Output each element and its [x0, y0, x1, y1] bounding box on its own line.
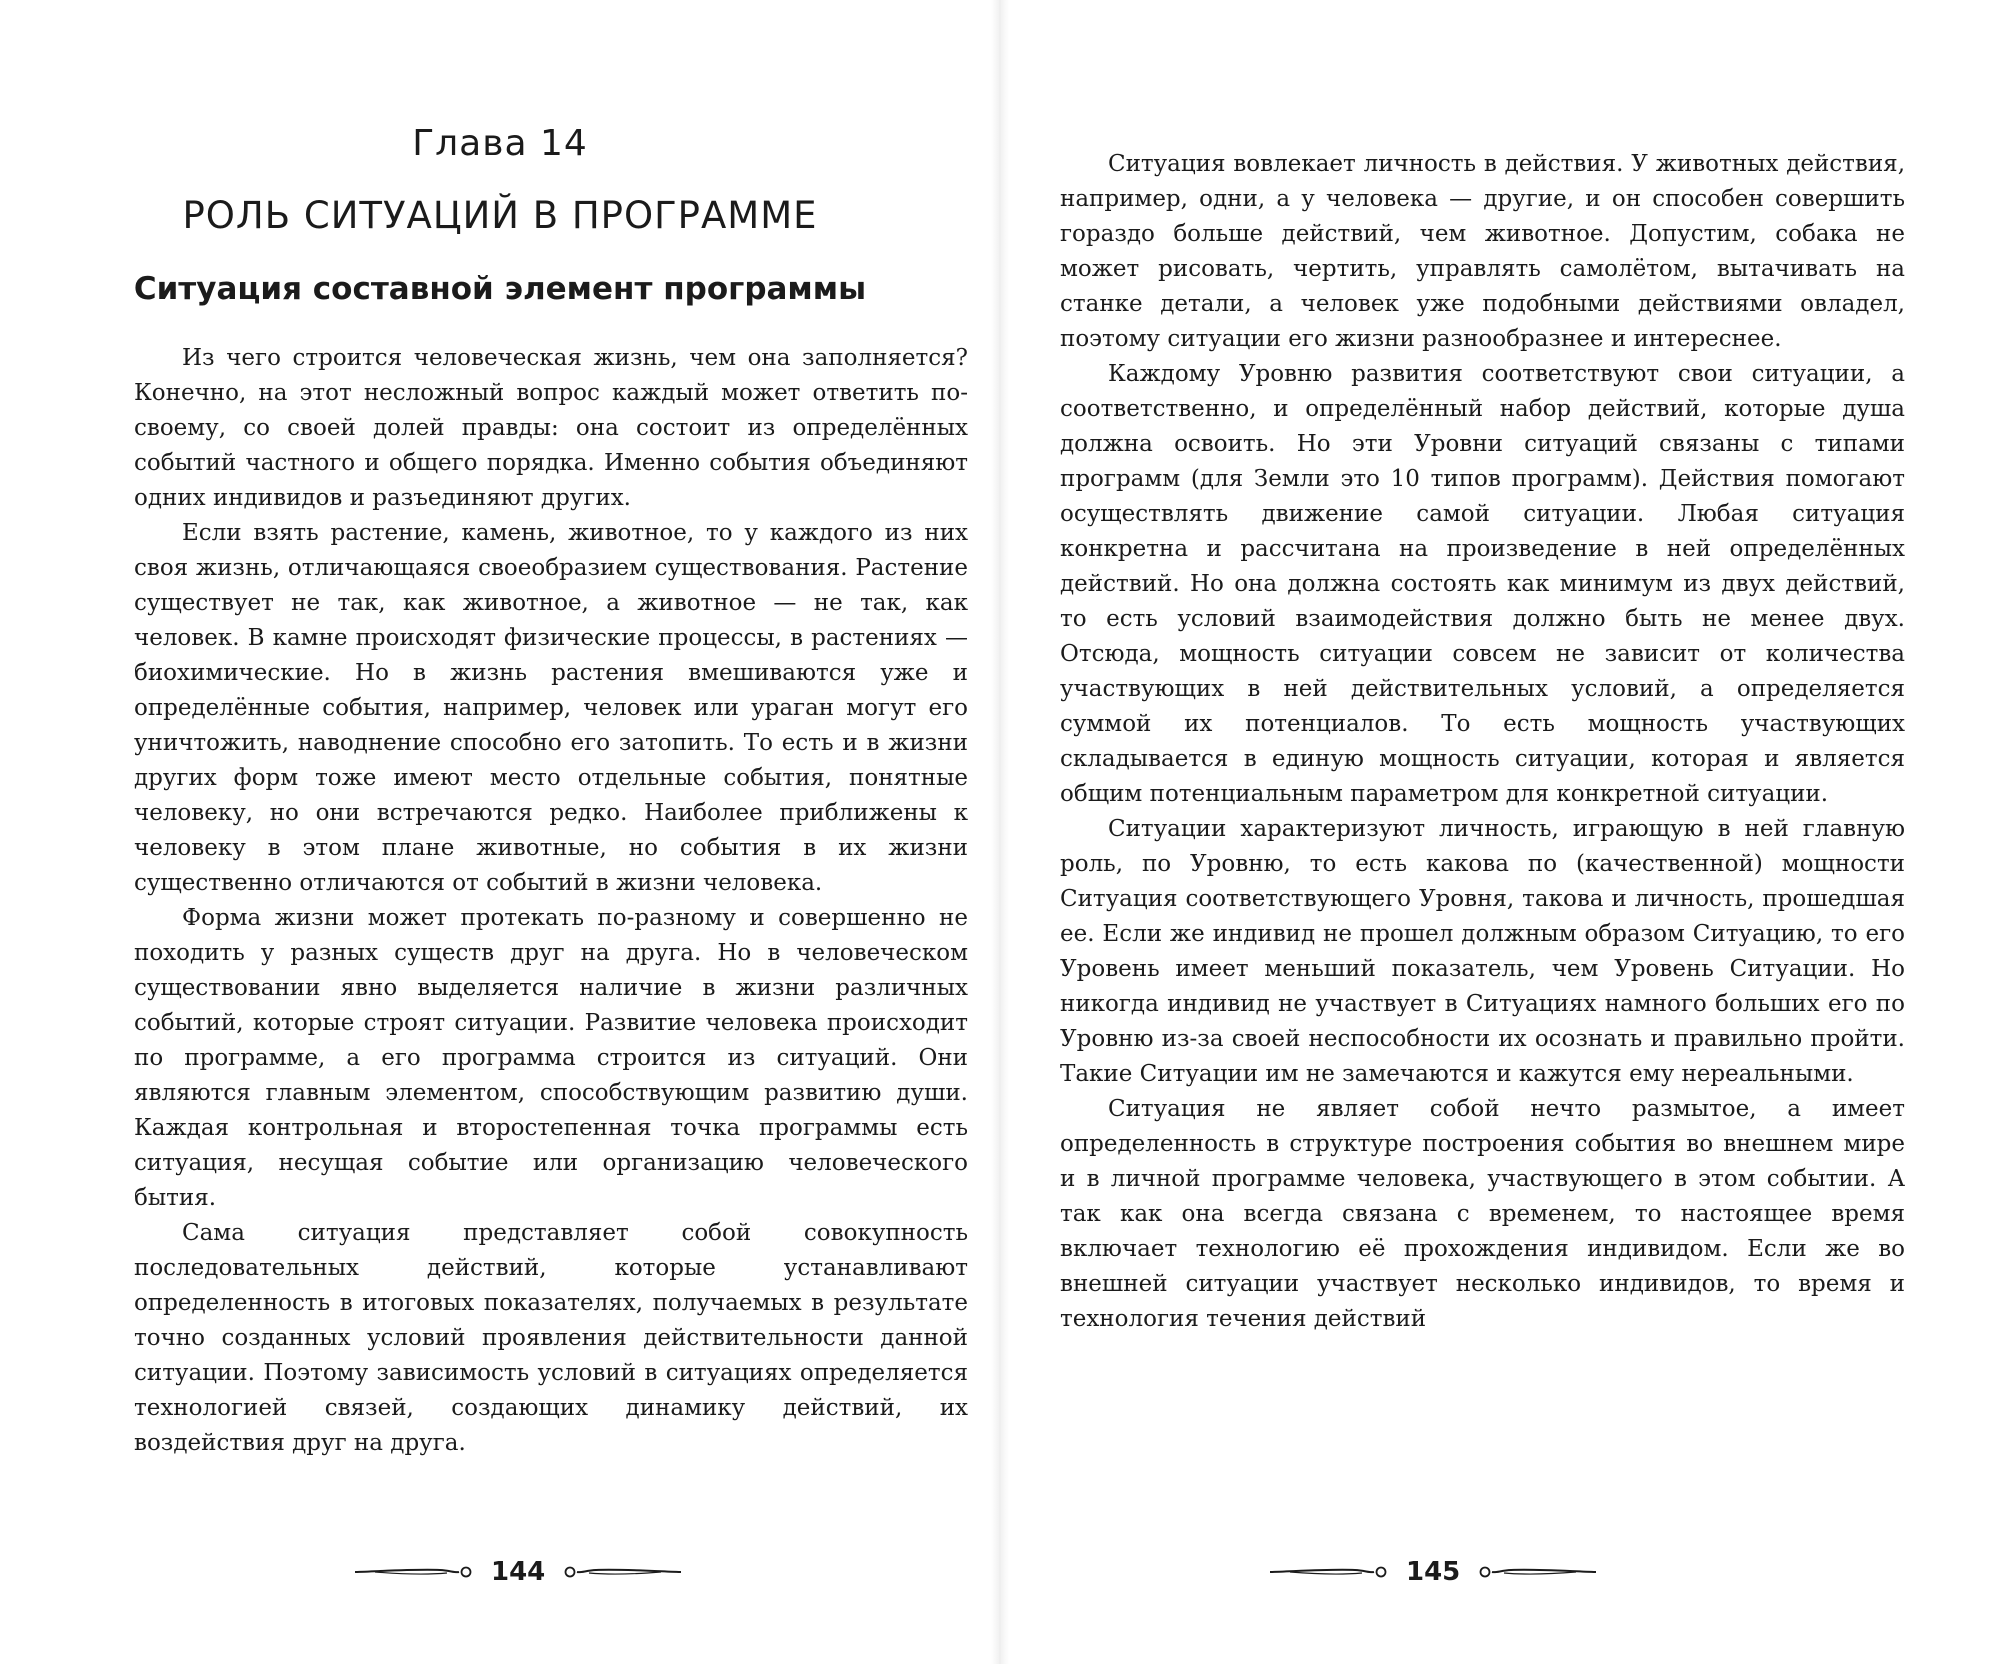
flourish-right-icon [561, 1562, 681, 1582]
page-number: 144 [491, 1557, 546, 1587]
page-folio [1270, 1552, 1596, 1592]
page-folio [355, 1552, 681, 1592]
paragraph: Форма жизни может протекать по-разному и совершенно не походить у разных существ друг на друга. Но в человеческом существовании явно выделяется наличие в жизни различных событий, которые строят ситуации. Развитие человека происходит по программе, а его программа строится из ситуаций. Они являются главным элементом, способствующим развитию души. Каждая контрольная и второстепенная точка программы есть ситуация, несущая событие или организацию человеческого бытия. [134, 905, 968, 1211]
chapter-label: Глава 14 [412, 123, 588, 164]
page-number: 145 [1406, 1557, 1461, 1587]
chapter-title: РОЛЬ СИТУАЦИЙ В ПРОГРАММЕ [182, 194, 818, 237]
flourish-right-icon [1476, 1562, 1596, 1582]
flourish-left-icon [1270, 1562, 1390, 1582]
paragraph: Если взять растение, камень, животное, то у каждого из них своя жизнь, отличающаяся своеобразием существования. Растение существует не так, как животное, а животное — не так, как человек. В камне происходят физические процессы, в растениях — биохимические. Но в жизнь растения вмешиваются уже и определённые события, например, человек или ураган могут его уничтожить, наводнение способно его затопить. То есть и в жизни других форм тоже имеют место отдельные события, понятные человеку, но они встречаются редко. Наиболее приближены к человеку в этом плане животные, но события в их жизни существенно отличаются от событий в жизни человека. [134, 520, 968, 896]
paragraph: Сама ситуация представляет собой совокупность последовательных действий, которые устанавливают определенность в итоговых показателях, получаемых в результате точно созданных условий проявления действительности данной ситуации. Поэтому зависимость условий в ситуациях определяется технологией связей, создающих динамику действий, их воздействия друг на друга. [134, 1220, 968, 1456]
right-page [1000, 0, 2000, 1664]
left-page-body [134, 341, 968, 1461]
section-title: Ситуация составной элемент программы [133, 271, 867, 307]
paragraph: Ситуации характеризуют личность, играющую в ней главную роль, по Уровню, то есть какова по (качественной) мощности Ситуация соответствующего Уровня, такова и личность, прошедшая ее. Если же индивид не прошел должным образом Ситуацию, то его Уровень имеет меньший показатель, чем Уровень Ситуации. Но никогда индивид не участвует в Ситуациях намного больших его по Уровню из-за своей неспособности их осознать и правильно пройти. Такие Ситуации им не замечаются и кажутся ему нереальными. [1060, 816, 1905, 1087]
paragraph: Каждому Уровню развития соответствуют свои ситуации, а соответственно, и определённый набор действий, которые душа должна освоить. Но эти Уровни ситуаций связаны с типами программ (для Земли это 10 типов программ). Действия помогают осуществлять движение самой ситуации. Любая ситуация конкретна и рассчитана на произведение в ней определённых действий. Но она должна состоять как минимум из двух действий, то есть условий взаимодействия должно быть не менее двух. Отсюда, мощность ситуации совсем не зависит от количества участвующих в ней действительных условий, а определяется суммой их потенциалов. То есть мощность участвующих складывается в единую мощность ситуации, которая и является общим потенциальным параметром для конкретной ситуации. [1060, 361, 1905, 807]
paragraph: Ситуация не являет собой нечто размытое, а имеет определенность в структуре построения события во внешнем мире и в личной программе человека, участвующего в этом событии. А так как она всегда связана с временем, то настоящее время включает технологию её прохождения индивидом. Если же во внешней ситуации участвует несколько индивидов, то время и технология течения действий [1060, 1096, 1905, 1332]
flourish-left-icon [355, 1562, 475, 1582]
paragraph: Из чего строится человеческая жизнь, чем она заполняется? Конечно, на этот несложный вопрос каждый может ответить по-своему, со своей долей правды: она состоит из определённых событий частного и общего порядка. Именно события объединяют одних индивидов и разъединяют других. [134, 345, 968, 511]
right-page-body [1060, 147, 1905, 1337]
paragraph: Ситуация вовлекает личность в действия. У животных действия, например, одни, а у человека — другие, и он способен совершить гораздо больше действий, чем животное. Допустим, собака не может рисовать, чертить, управлять самолётом, вытачивать на станке детали, а человек уже подобными действиями овладел, поэтому ситуации его жизни разнообразнее и интереснее. [1060, 151, 1905, 352]
